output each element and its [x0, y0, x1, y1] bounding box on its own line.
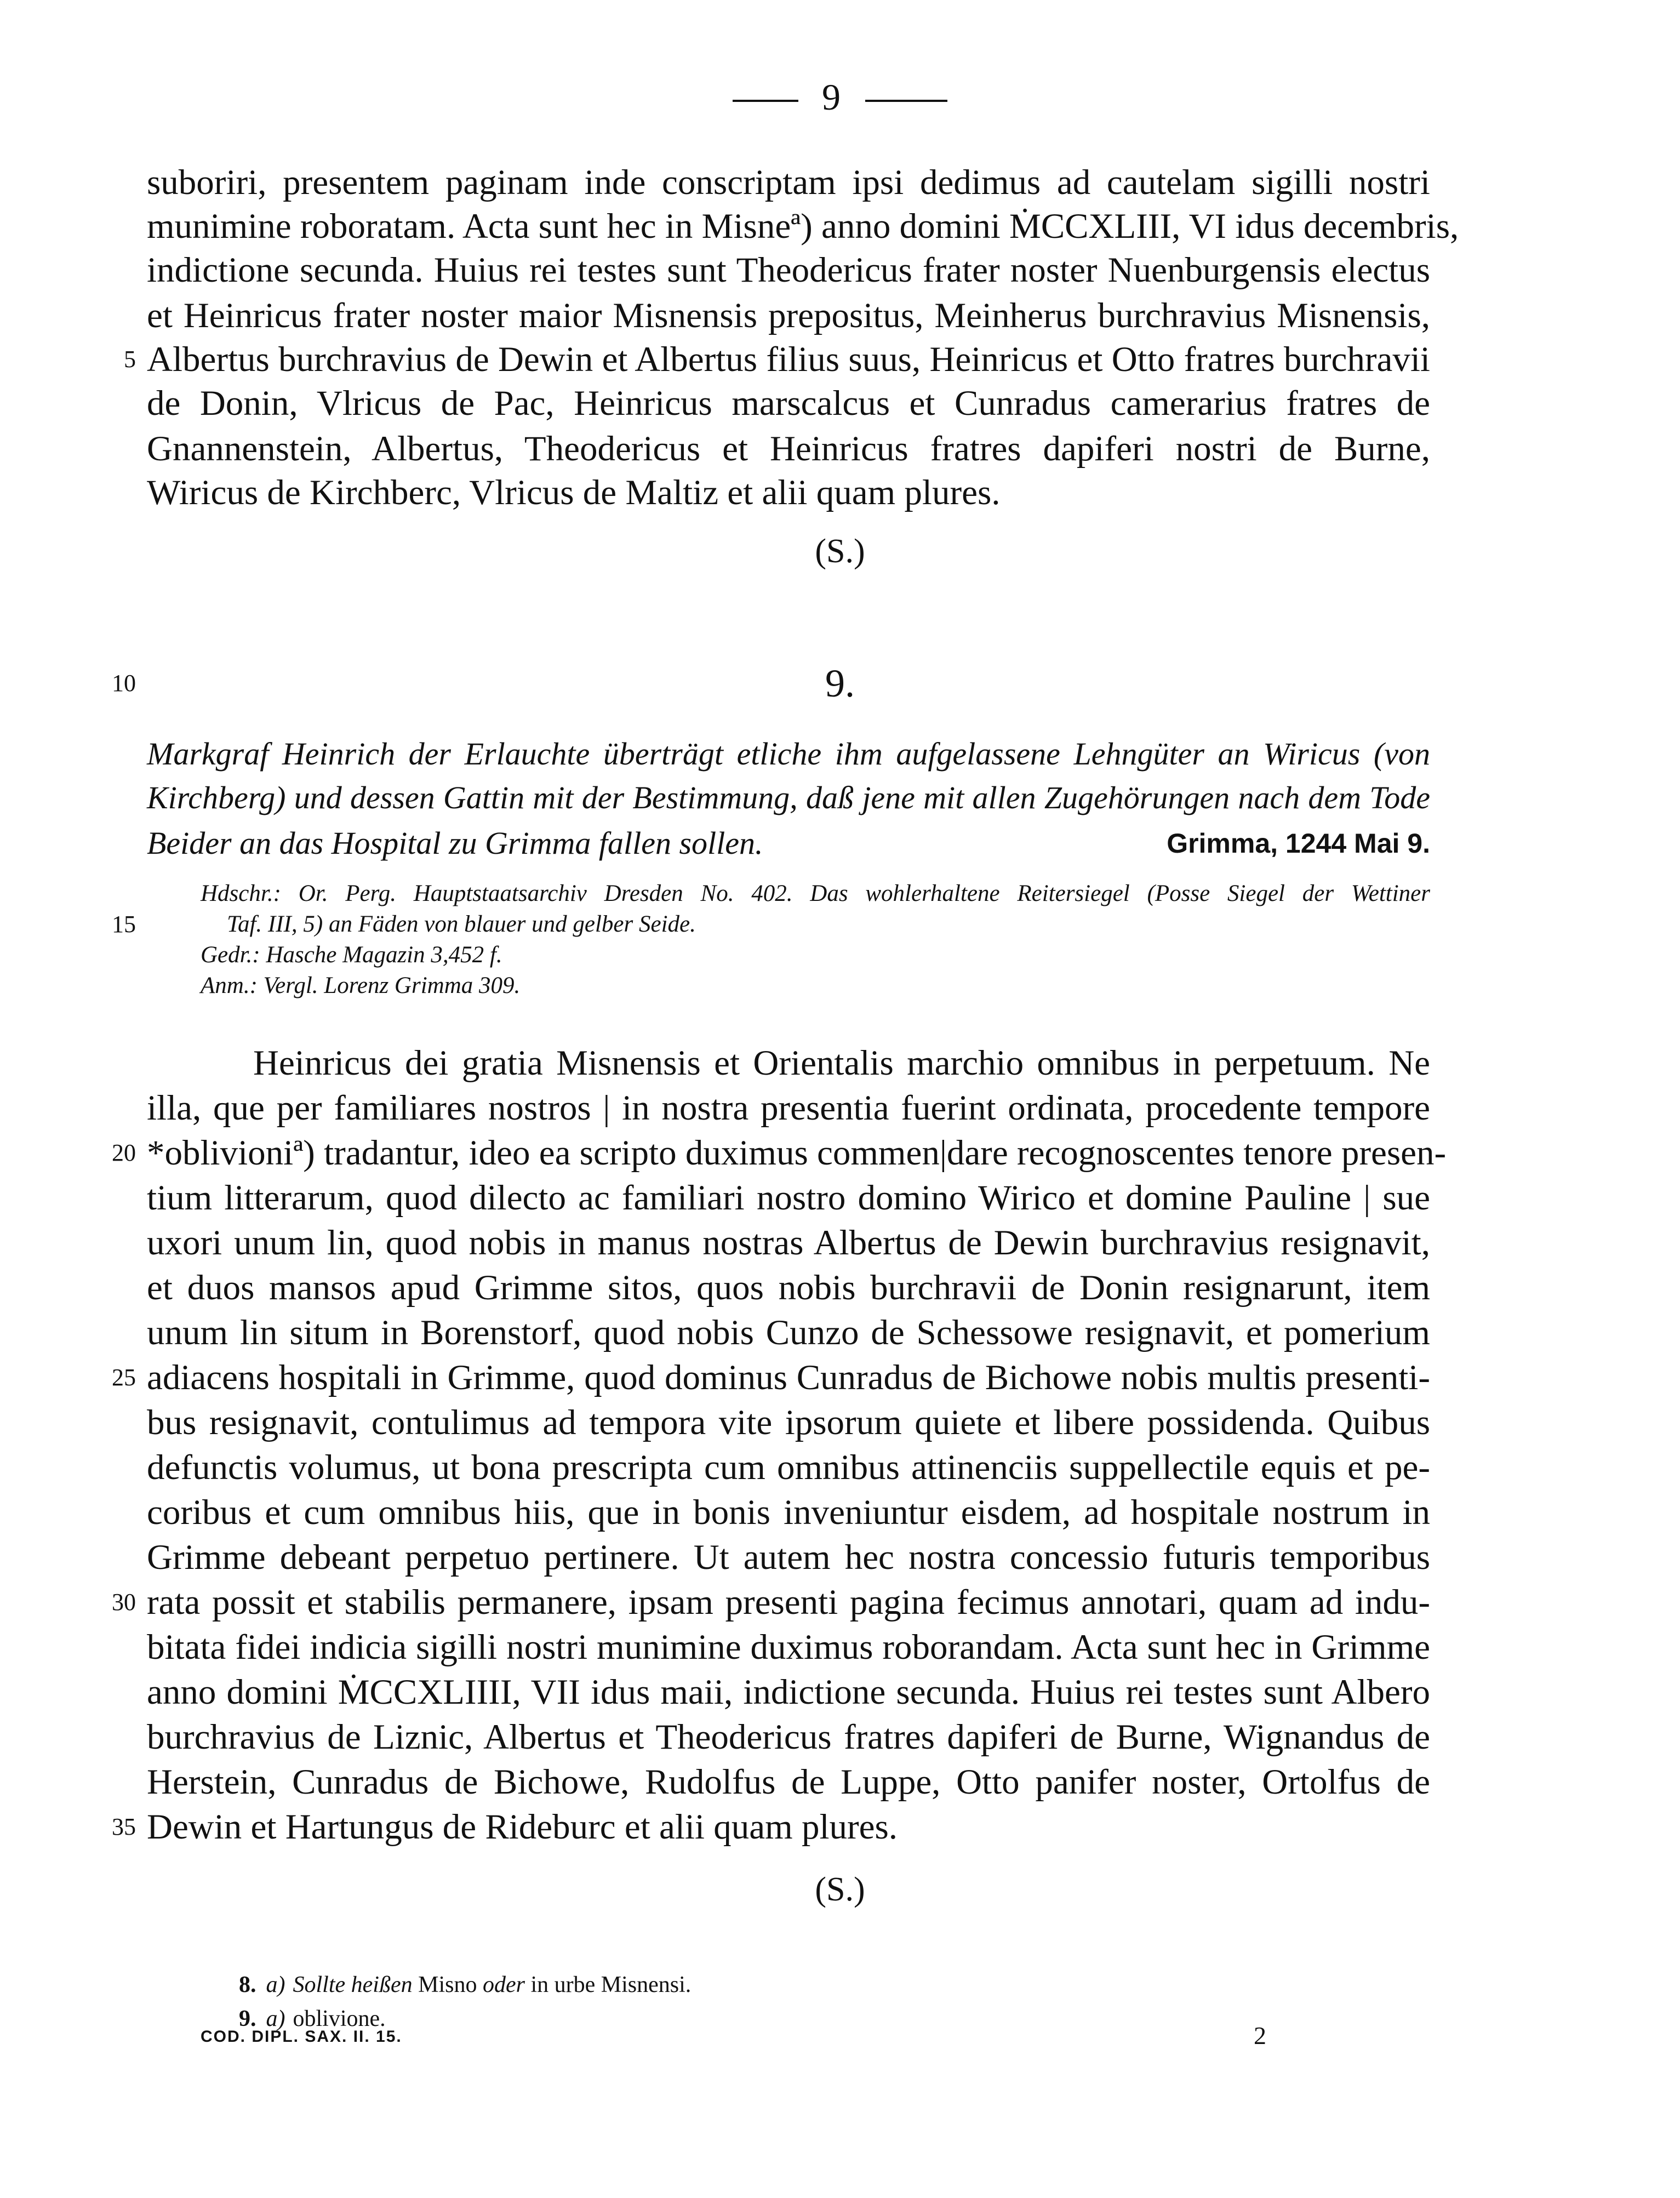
line-number: 30	[112, 1589, 136, 1615]
body-line: et duos mansos apud Grimme sitos, quos nobis burchravii de Donin resignarunt, item	[147, 1268, 1430, 1308]
signature-number: 2	[1254, 2022, 1266, 2049]
body-line: uxori unum lin, quod nobis in manus nostras Albertus de Dewin burchravius resignavit,	[147, 1223, 1430, 1263]
summary-line: Beider an das Hospital zu Grimma fallen sollen.	[147, 825, 763, 861]
summary-line: Kirchberg) und dessen Gattin mit der Bestimmung, daß jene mit allen Zugehörungen nach dem Tode	[147, 780, 1430, 815]
footnote-text: oblivione.	[293, 2006, 386, 2031]
body-line: adiacens hospitali in Grimme, quod dominus Cunradus de Bichowe nobis multis presenti-	[147, 1358, 1430, 1397]
line-number: 35	[112, 1813, 136, 1840]
body-line: Albertus burchravius de Dewin et Albertus filius suus, Heinricus et Otto fratres burchravii	[147, 340, 1430, 379]
line-number: 20	[112, 1139, 136, 1166]
footnote-text: in urbe Misnensi.	[530, 1972, 692, 1997]
line-number: 5	[124, 346, 136, 373]
body-line: burchravius de Liznic, Albertus et Theodericus fratres dapiferi de Burne, Wignandus de	[147, 1717, 1430, 1757]
line-number: 25	[112, 1364, 136, 1391]
header-rule-right	[865, 100, 947, 102]
signature-mark: COD. DIPL. SAX. II. 15.	[201, 2028, 402, 2046]
seal-mark: (S.)	[815, 533, 865, 570]
body-line: unum lin situm in Borenstorf, quod nobis Cunzo de Schessowe resignavit, et pomerium	[147, 1313, 1430, 1352]
body-line: rata possit et stabilis permanere, ipsam presenti pagina fecimus annotari, quam ad indu-	[147, 1583, 1430, 1622]
body-line: anno domini ṀCCXLIIII, VII idus maii, indictione secunda. Huius rei testes sunt Albero	[147, 1672, 1430, 1712]
body-line: defunctis volumus, ut bona prescripta cum omnibus attinenciis suppellectile equis et pe-	[147, 1448, 1430, 1487]
page-header	[0, 76, 1680, 119]
body-line: tium litterarum, quod dilecto ac familiari nostro domino Wirico et domine Pauline | sue	[147, 1178, 1430, 1218]
source-note: Hdschr.: Or. Perg. Hauptstaatsarchiv Dresden No. 402. Das wohlerhaltene Reitersiegel (Posse Siegel der Wettiner	[201, 881, 1430, 906]
line-number: 10	[112, 670, 136, 696]
line-number: 15	[112, 911, 136, 938]
print-note: Gedr.: Hasche Magazin 3,452 f.	[201, 942, 502, 968]
footnote-number: 9.	[239, 2006, 256, 2031]
footnote-label: a)	[266, 2006, 285, 2031]
document-number: 9.	[825, 661, 855, 705]
footnote-label: a)	[266, 1972, 285, 1997]
body-line: et Heinricus frater noster maior Misnensis prepositus, Meinherus burchravius Misnensis,	[147, 296, 1430, 335]
body-line: bus resignavit, contulimus ad tempora vite ipsorum quiete et libere possidenda. Quibus	[147, 1403, 1430, 1442]
body-line: Wiricus de Kirchberc, Vlricus de Maltiz et alii quam plures.	[147, 473, 1001, 512]
body-line: Grimme debeant perpetuo pertinere. Ut autem hec nostra concessio futuris temporibus	[147, 1538, 1430, 1577]
body-line: de Donin, Vlricus de Pac, Heinricus marscalcus et Cunradus camerarius fratres de	[147, 384, 1430, 423]
body-line: Herstein, Cunradus de Bichowe, Rudolfus de Luppe, Otto panifer noster, Ortolfus de	[147, 1762, 1430, 1802]
summary-line: Markgraf Heinrich der Erlauchte überträgt etliche ihm aufgelassene Lehngüter an Wiricus (von	[147, 736, 1430, 772]
page-number: 9	[822, 76, 842, 118]
footnote-text: oder	[482, 1972, 525, 1997]
seal-mark: (S.)	[815, 1871, 865, 1908]
remark-note: Anm.: Vergl. Lorenz Grimma 309.	[201, 973, 521, 998]
body-line: Dewin et Hartungus de Rideburc et alii quam plures.	[147, 1807, 898, 1847]
body-line: indictione secunda. Huius rei testes sunt Theodericus frater noster Nuenburgensis electus	[147, 250, 1430, 290]
body-line: Gnannenstein, Albertus, Theodericus et Heinricus fratres dapiferi nostri de Burne,	[147, 429, 1430, 469]
body-line: illa, que per familiares nostros | in nostra presentia fuerint ordinata, procedente tempore	[147, 1088, 1430, 1128]
header-rule-left	[733, 100, 798, 102]
footnote-text: Sollte heißen	[293, 1972, 413, 1997]
body-line: coribus et cum omnibus hiis, que in bonis inveniuntur eisdem, ad hospitale nostrum in	[147, 1493, 1430, 1532]
footnote	[239, 1967, 691, 2002]
footnote-number: 8.	[239, 1972, 256, 1997]
source-note: Taf. III, 5) an Fäden von blauer und gelber Seide.	[227, 911, 696, 937]
body-line: *oblivioniª) tradantur, ideo ea scripto duximus commen|dare recognoscentes tenore presen-	[147, 1133, 1447, 1173]
body-line: bitata fidei indicia sigilli nostri munimine duximus roborandam. Acta sunt hec in Grimme	[147, 1628, 1430, 1667]
body-line: suboriri, presentem paginam inde conscriptam ipsi dedimus ad cautelam sigilli nostri	[147, 163, 1430, 202]
date-place: Grimma, 1244 Mai 9.	[1167, 828, 1430, 859]
body-line: Heinricus dei gratia Misnensis et Orientalis marchio omnibus in perpetuum. Ne	[253, 1043, 1430, 1083]
body-line: munimine roboratam. Acta sunt hec in Misneª) anno domini ṀCCXLIII, VI idus decembris,	[147, 207, 1459, 246]
footnote-text: Misno	[418, 1972, 477, 1997]
